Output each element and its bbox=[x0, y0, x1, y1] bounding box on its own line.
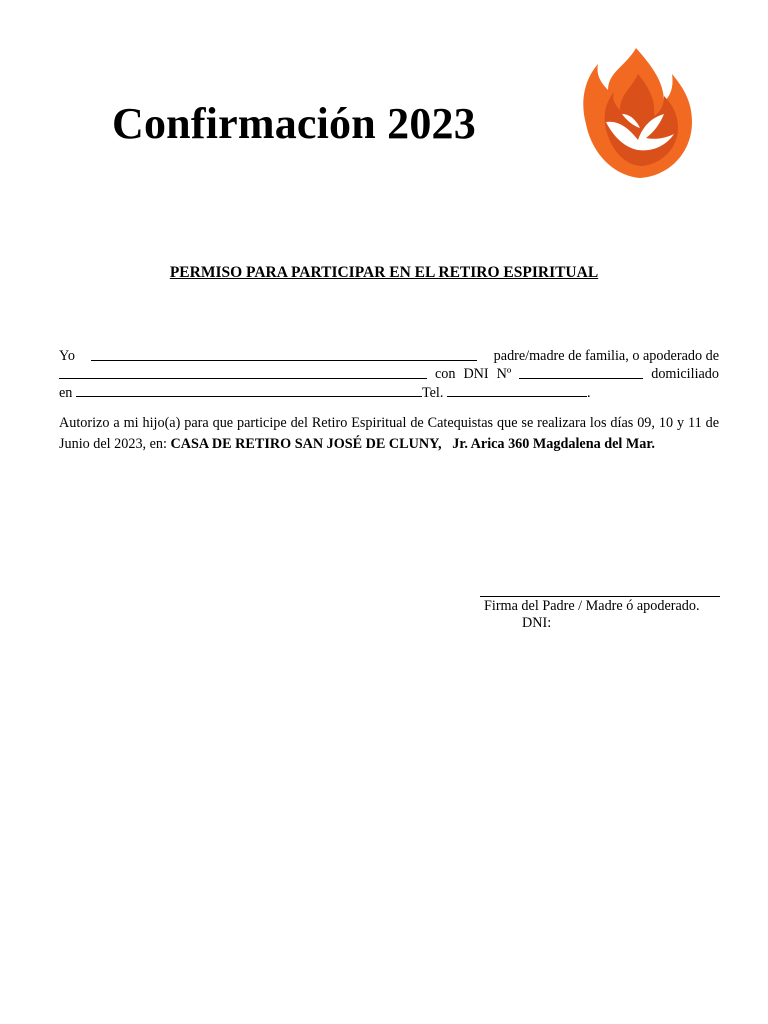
line2-suffix: domiciliado bbox=[651, 366, 719, 382]
venue-name: CASA DE RETIRO SAN JOSÉ DE CLUNY, bbox=[170, 436, 442, 452]
line2-dni: DNI bbox=[463, 366, 489, 382]
address-line bbox=[59, 383, 719, 401]
child-dni-line bbox=[59, 365, 719, 383]
line3-tel: Tel. bbox=[421, 385, 444, 401]
line3-prefix: en bbox=[59, 385, 73, 401]
line1-suffix: padre/madre de familia, o apoderado de bbox=[493, 348, 719, 364]
parent-name-field[interactable] bbox=[91, 347, 477, 361]
dni-field[interactable] bbox=[519, 365, 643, 379]
parent-name-line bbox=[59, 347, 719, 365]
form-heading: PERMISO PARA PARTICIPAR EN EL RETIRO ESPIRITUAL bbox=[169, 264, 599, 281]
signature-label: Firma del Padre / Madre ó apoderado. bbox=[484, 598, 700, 614]
page-title: Confirmación 2023 bbox=[112, 99, 476, 148]
authorization-text: Autorizo a mi hijo(a) para que participe del Retiro Espiritual de Catequistas que se realizara los días 09, 10 y 11 de Junio del 2023, en: bbox=[59, 415, 719, 452]
line1-prefix: Yo bbox=[59, 348, 75, 364]
signature-line[interactable] bbox=[480, 596, 720, 597]
signature-dni-label: DNI: bbox=[522, 615, 552, 631]
authorization-paragraph bbox=[59, 413, 719, 455]
line3-end: . bbox=[586, 385, 591, 401]
phone-field[interactable] bbox=[447, 383, 587, 397]
flame-dove-icon bbox=[578, 44, 696, 182]
line2-con: con bbox=[434, 366, 456, 382]
line2-num: Nº bbox=[496, 366, 512, 382]
child-name-field[interactable] bbox=[59, 365, 427, 379]
address-field[interactable] bbox=[76, 383, 422, 397]
venue-address: Jr. Arica 360 Magdalena del Mar. bbox=[452, 436, 655, 452]
